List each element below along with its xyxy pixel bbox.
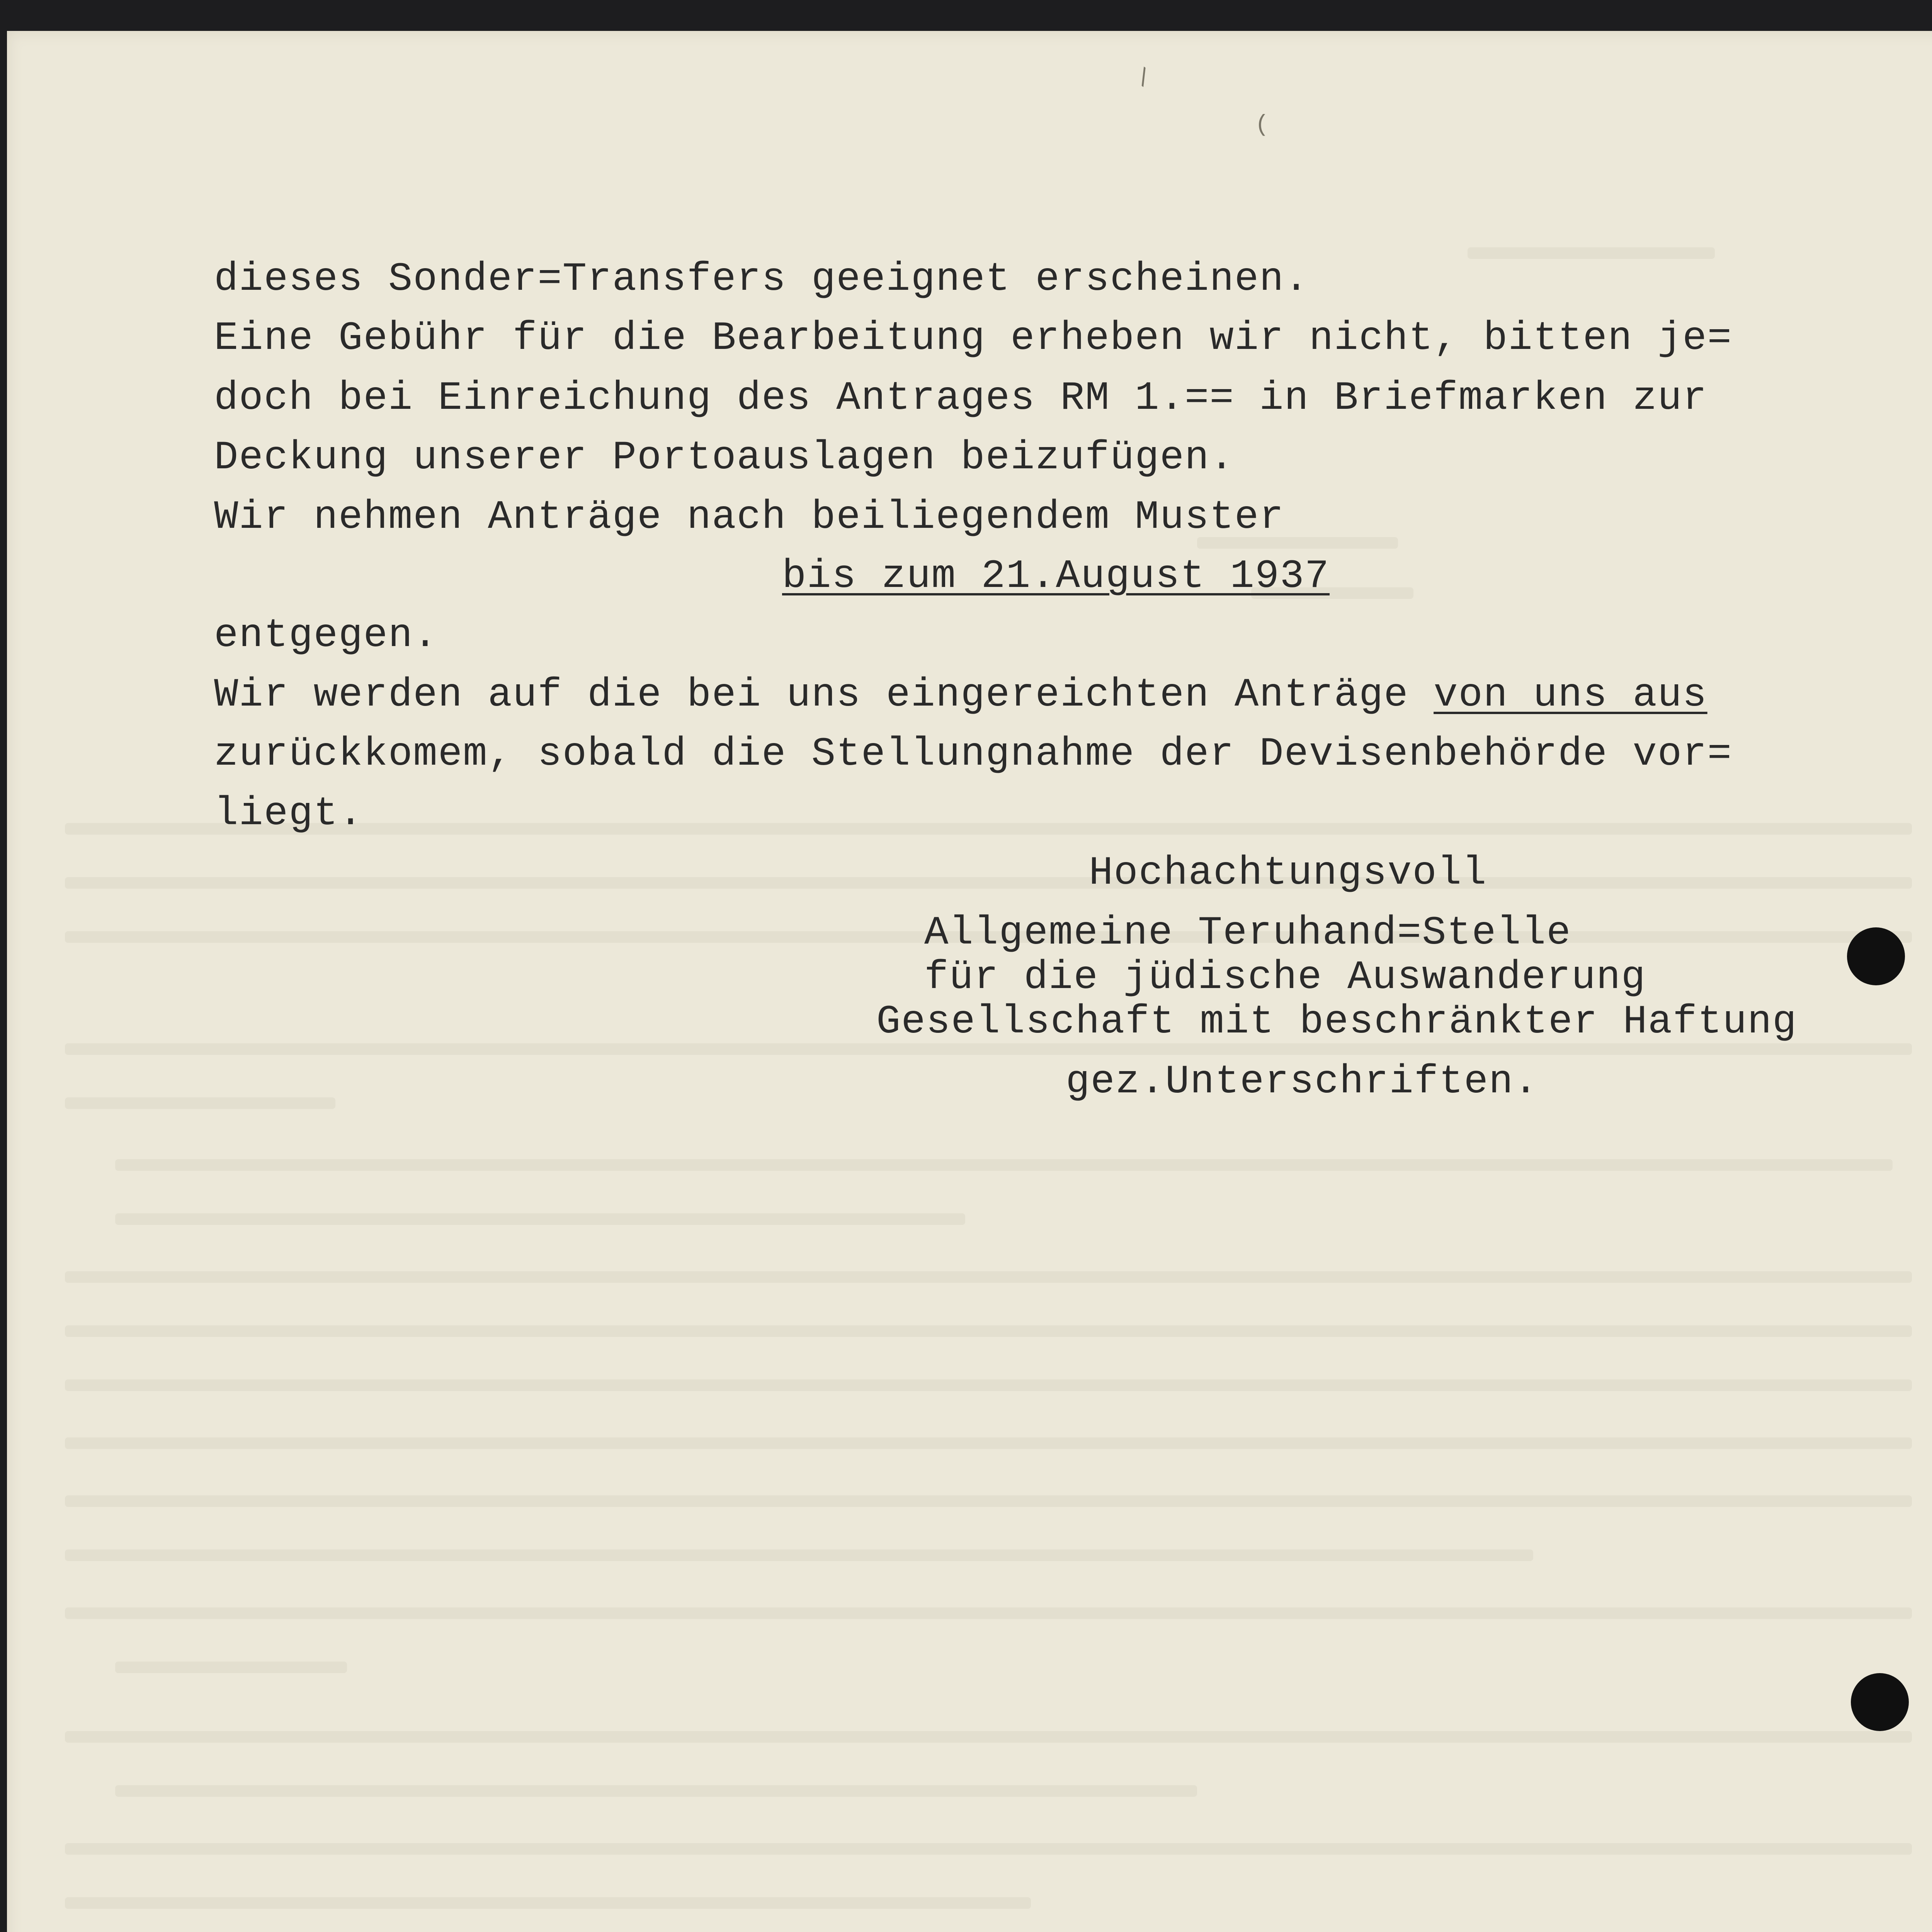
body-line-9: zurückkomem, sobald die Stellungnahme der Devisenbehörde vor= [214,731,1733,777]
stray-pencil-mark: \ [1129,64,1156,94]
body-line-5: Wir nehmen Anträge nach beiliegendem Muster [214,495,1284,540]
signatures-line: gez.Unterschriften. [1066,1059,1539,1105]
body-line-8-text: Wir werden auf die bei uns eingereichten Anträge [214,672,1434,718]
body-line-3: doch bei Einreichung des Antrages RM 1.== in Briefmarken zur [214,376,1708,421]
closing-salutation: Hochachtungsvoll [1089,850,1487,896]
company-line-3: Gesellschaft mit beschränkter Haftung [876,999,1798,1045]
body-line-8 [214,672,1708,718]
body-line-2: Eine Gebühr für die Bearbeitung erheben wir nicht, bitten je= [214,316,1733,361]
deadline-line: bis zum 21.August 1937 [782,554,1330,599]
punch-hole-top [1847,927,1905,985]
body-line-7: entgegen. [214,613,438,658]
company-line-2: für die jüdische Auswanderung [924,955,1646,1000]
document-page [7,31,1932,1932]
punch-hole-bottom [1851,1673,1909,1731]
stray-pencil-mark: ( [1255,112,1269,138]
company-line-1: Allgemeine Teruhand=Stelle [924,910,1571,956]
body-line-10: liegt. [214,791,364,837]
body-line-1: dieses Sonder=Transfers geeignet erscheinen. [214,257,1310,302]
body-line-4: Deckung unserer Portoauslagen beizufügen. [214,435,1235,481]
body-line-8-underlined: von uns aus [1434,672,1708,718]
